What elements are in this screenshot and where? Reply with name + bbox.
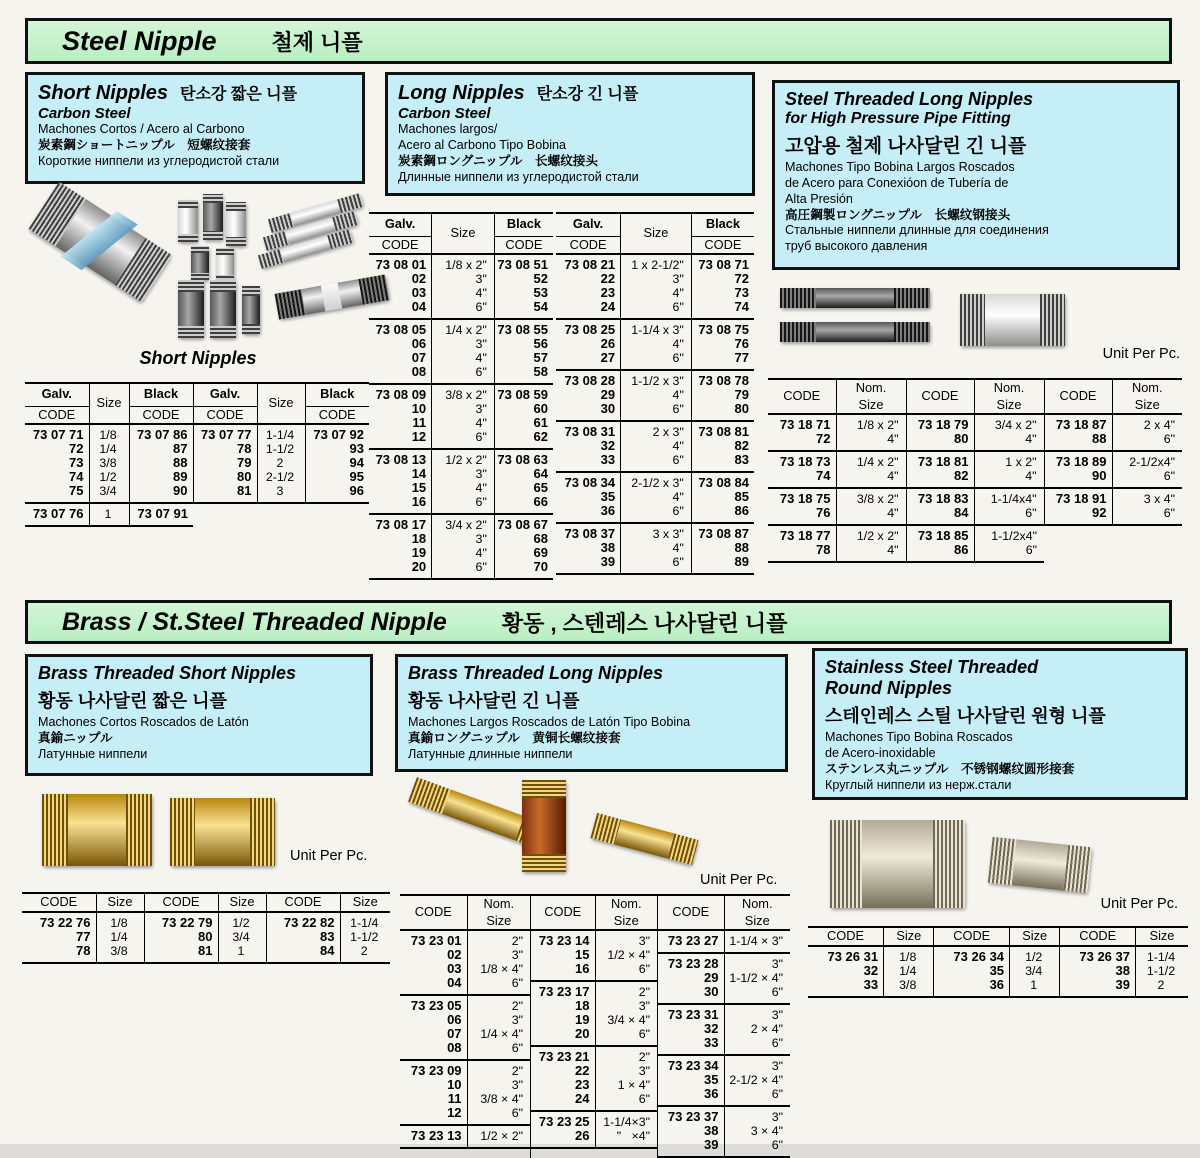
- box-line: de Acero para Conexióon de Tubería de: [785, 175, 1009, 190]
- section-banner-brass-ststeel: [25, 600, 1172, 644]
- box-line: de Acero-inoxidable: [825, 745, 936, 760]
- box-line: 真鍮ロングニップル 黄铜长螺纹接套: [408, 730, 621, 745]
- banner-title-en: Brass / St.Steel Threaded Nipple: [62, 607, 447, 636]
- box-title-en: Steel Threaded Long Nipples: [785, 89, 1034, 109]
- steel-threaded-table: CODE Nom. Size CODE Nom. Size CODE Nom. Size 73 18 71 72 1/8 x 2" 4" 73 18 79 80 3/4 x 2" 4" 73 18 87 88 2 x 4" 6" 73 18 73 74 1/4 x 2" 4" 73 18 81 82 1 x 2" 4" 73 18 89 90 2-1/2x4" 6" 73 18 75 76 3/8 x 2" 4" 73 18 83 84 1-1/4x4" 6" 73 18 91 92 3 x 4" 6" 73 18 77 78 1/2 x 2" 4" 73 18 85 86 1-1/2x4" 6": [768, 378, 1182, 563]
- banner-title-en: Steel Nipple: [62, 25, 217, 56]
- brass-nipple-image: [42, 794, 152, 866]
- box-subtitle: Carbon Steel: [398, 105, 491, 122]
- box-line: Короткие ниппели из углеродистой стали: [38, 153, 280, 168]
- box-title-ko: 황동 나사달린 긴 니플: [408, 691, 580, 711]
- box-line: 炭素鋼ロングニップル 长螺纹接头: [398, 153, 598, 168]
- stainless-table: CODE Size CODE Size CODE Size 73 26 31 32 33 1/8 1/4 3/8 73 26 34 35 36 1/2 3/4 1 73 26 37 38 39 1-1/4 1-1/2 2: [808, 926, 1188, 998]
- section-banner-steel-nipple: [25, 18, 1172, 64]
- short-nipples-photo: [28, 192, 368, 342]
- box-line: Machones Largos Roscados de Latón Tipo Bobina: [408, 715, 691, 729]
- black-nipple-image: [178, 280, 204, 338]
- brass-long-table: [400, 894, 790, 1158]
- box-line: ステンレス丸ニップル 不锈钢螺纹圆形接套: [825, 761, 1075, 776]
- box-subtitle: Carbon Steel: [38, 105, 131, 122]
- stainless-nipple-image: [830, 820, 965, 908]
- box-title-en: Long Nipples: [398, 82, 525, 104]
- brass-long-subtable-3: CODE Nom. Size 73 23 27 1-1/4 × 3" 73 23 28 29 30 3" 1-1/2 × 4" 6" 73 23 31 32 33 3" 2 × 4" 6" 73 23 34 35 36 3" 2-1/2 × 4" 6" 73 23 37 38 39 3" 3 × 4" 6": [657, 894, 790, 1158]
- short-nipples-caption: Short Nipples: [139, 348, 257, 368]
- box-line: Стальные ниппели длинные для соединения: [785, 223, 1049, 238]
- brass-short-photo: [30, 788, 375, 883]
- long-nipples-table-2: Galv. CODE Size Black CODE 73 08 21 22 23 24 1 x 2-1/2" 3" 4" 6" 73 08 71 72 73 74 73 08 25 26 27 1-1/4 x 3" 4" 6" 73 08 75 76 77 73 08 28 29 30 1-1/2 x 3" 4" 6" 73 08 78 79 80 73 08 31 32 33 2 x 3" 4" 6" 73 08 81 82 83 73 08 34 35 36 2-1/2 x 3" 4" 6" 73 08 84 85 86 73 08 37 38 39 3 x 3" 4" 6" 73 08 87 88 89: [556, 212, 754, 575]
- box-title-ko: 탄소강 긴 니플: [536, 86, 639, 103]
- unit-per-pc-label: Unit Per Pc.: [700, 872, 778, 888]
- box-line: Acero al Carbono Tipo Bobina: [398, 137, 567, 152]
- box-line: Alta Presión: [785, 191, 853, 206]
- brass-long-subtable-1: CODE Nom. Size 73 23 01 02 03 04 2" 3" 1/8 × 4" 6" 73 23 05 06 07 08 2" 3" 1/4 × 4" 6" 73 23 09 10 11 12 2" 3" 3/8 × 4" 6" 73 23 13 1/2 × 2": [400, 894, 530, 1158]
- brass-long-info-box: [395, 654, 788, 772]
- box-line: Латунные длинные ниппели: [408, 746, 573, 761]
- brass-long-subtable-2: CODE Nom. Size 73 23 14 15 16 3" 1/2 × 4" 6" 73 23 17 18 19 20 2" 3" 3/4 × 4" 6" 73 23 21 22 23 24 2" 3" 1 × 4" 6" 73 23 25 26 1-1/4×3" " ×4": [530, 894, 657, 1158]
- box-line: 高圧鋼製ロングニップル 长螺纹钢接头: [785, 207, 1011, 222]
- box-line: 真鍮ニップル: [38, 730, 113, 745]
- box-line: Machones largos/: [398, 122, 498, 136]
- unit-per-pc-label: Unit Per Pc.: [1102, 346, 1180, 362]
- brass-nipple-image: [170, 798, 275, 866]
- small-nipple-image: [191, 246, 209, 280]
- short-nipples-table: Galv. CODE Size Black CODE Galv. CODE Size Black CODE 73 07 71 72 73 74 75 1/8 1/4 3/8 1/2 3/4 73 07 86 87 88 89 90 73 07 77 78 79 80 81 1-1/4 1-1/2 2 2-1/2 3 73 07 92 93 94 95 96 73 07 76 1 73 07 91: [25, 382, 369, 527]
- long-nipples-info-box: [385, 72, 755, 196]
- box-title-en: Stainless Steel Threaded: [825, 657, 1039, 677]
- unit-per-pc-label: Unit Per Pc.: [1100, 896, 1178, 912]
- banner-title-ko: 황동 , 스텐레스 나사달린 니플: [501, 610, 788, 636]
- black-nipple-image: [242, 286, 260, 334]
- box-line: Латунные ниппели: [38, 746, 148, 761]
- small-nipple-image: [226, 202, 246, 246]
- box-title-en: Brass Threaded Long Nipples: [408, 663, 664, 683]
- steel-threaded-info-box: [772, 80, 1180, 270]
- box-line: Длинные ниппели из углеродистой стали: [398, 169, 639, 184]
- brass-short-info-box: [25, 654, 373, 776]
- box-line: Machones Cortos Roscados de Latón: [38, 715, 249, 729]
- black-nipple-image: [210, 280, 236, 338]
- box-title-ko: 고압용 철제 나사달린 긴 니플: [785, 136, 1027, 157]
- box-line: Machones Cortos / Acero al Carbono: [38, 122, 245, 136]
- brass-long-photo: [400, 778, 790, 886]
- box-title-en: Short Nipples: [38, 82, 169, 104]
- small-nipple-image: [178, 200, 198, 242]
- box-line: Круглый ниппели из нерж.стали: [825, 777, 1012, 792]
- stainless-info-box: [812, 648, 1188, 800]
- box-title-ko: 탄소강 짧은 니플: [180, 86, 298, 103]
- galvanized-nipple-image: [960, 294, 1065, 346]
- short-nipples-info-box: [25, 72, 365, 184]
- box-title-en: Brass Threaded Short Nipples: [38, 663, 297, 683]
- unit-per-pc-label: Unit Per Pc.: [290, 848, 368, 864]
- long-nipples-table-1: Galv. CODE Size Black CODE 73 08 01 02 03 04 1/8 x 2" 3" 4" 6" 73 08 51 52 53 54 73 08 05 06 07 08 1/4 x 2" 3" 4" 6" 73 08 55 56 57 58 73 08 09 10 11 12 3/8 x 2" 3" 4" 6" 73 08 59 60 61 62 73 08 13 14 15 16 1/2 x 2" 3" 4" 6" 73 08 63 64 65 66 73 08 17 18 19 20 3/4 x 2" 3" 4" 6" 73 08 67 68 69 70: [369, 212, 553, 580]
- box-title-ko: 스테인레스 스틸 나사달린 원형 니플: [825, 706, 1106, 726]
- brass-short-table: CODE Size CODE Size CODE Size 73 22 76 77 78 1/8 1/4 3/8 73 22 79 80 81 1/2 3/4 1 73 22 82 83 84 1-1/4 1-1/2 2: [22, 892, 390, 964]
- box-title-en2: for High Pressure Pipe Fitting: [785, 110, 1011, 127]
- threaded-rod-image: [780, 322, 930, 342]
- stainless-nipple-image: [988, 837, 1092, 893]
- brass-round-nipple-image: [522, 780, 566, 872]
- small-nipple-image: [203, 194, 223, 240]
- banner-title-ko: 철제 니플: [271, 29, 363, 55]
- brass-nipple-image: [590, 813, 698, 865]
- small-nipple-image: [216, 248, 234, 282]
- box-line: труб высокого давления: [785, 239, 928, 254]
- box-line: 炭素鋼ショートニップル 短螺纹接套: [38, 137, 251, 152]
- threaded-rod-image: [780, 288, 930, 308]
- steel-nipple-image: [29, 182, 173, 302]
- box-title-ko: 황동 나사달린 짧은 니플: [38, 691, 227, 711]
- box-line: Machones Tipo Bobina Roscados: [825, 730, 1013, 744]
- box-line: Machones Tipo Bobina Largos Roscados: [785, 160, 1015, 174]
- box-title-en2: Round Nipples: [825, 678, 952, 698]
